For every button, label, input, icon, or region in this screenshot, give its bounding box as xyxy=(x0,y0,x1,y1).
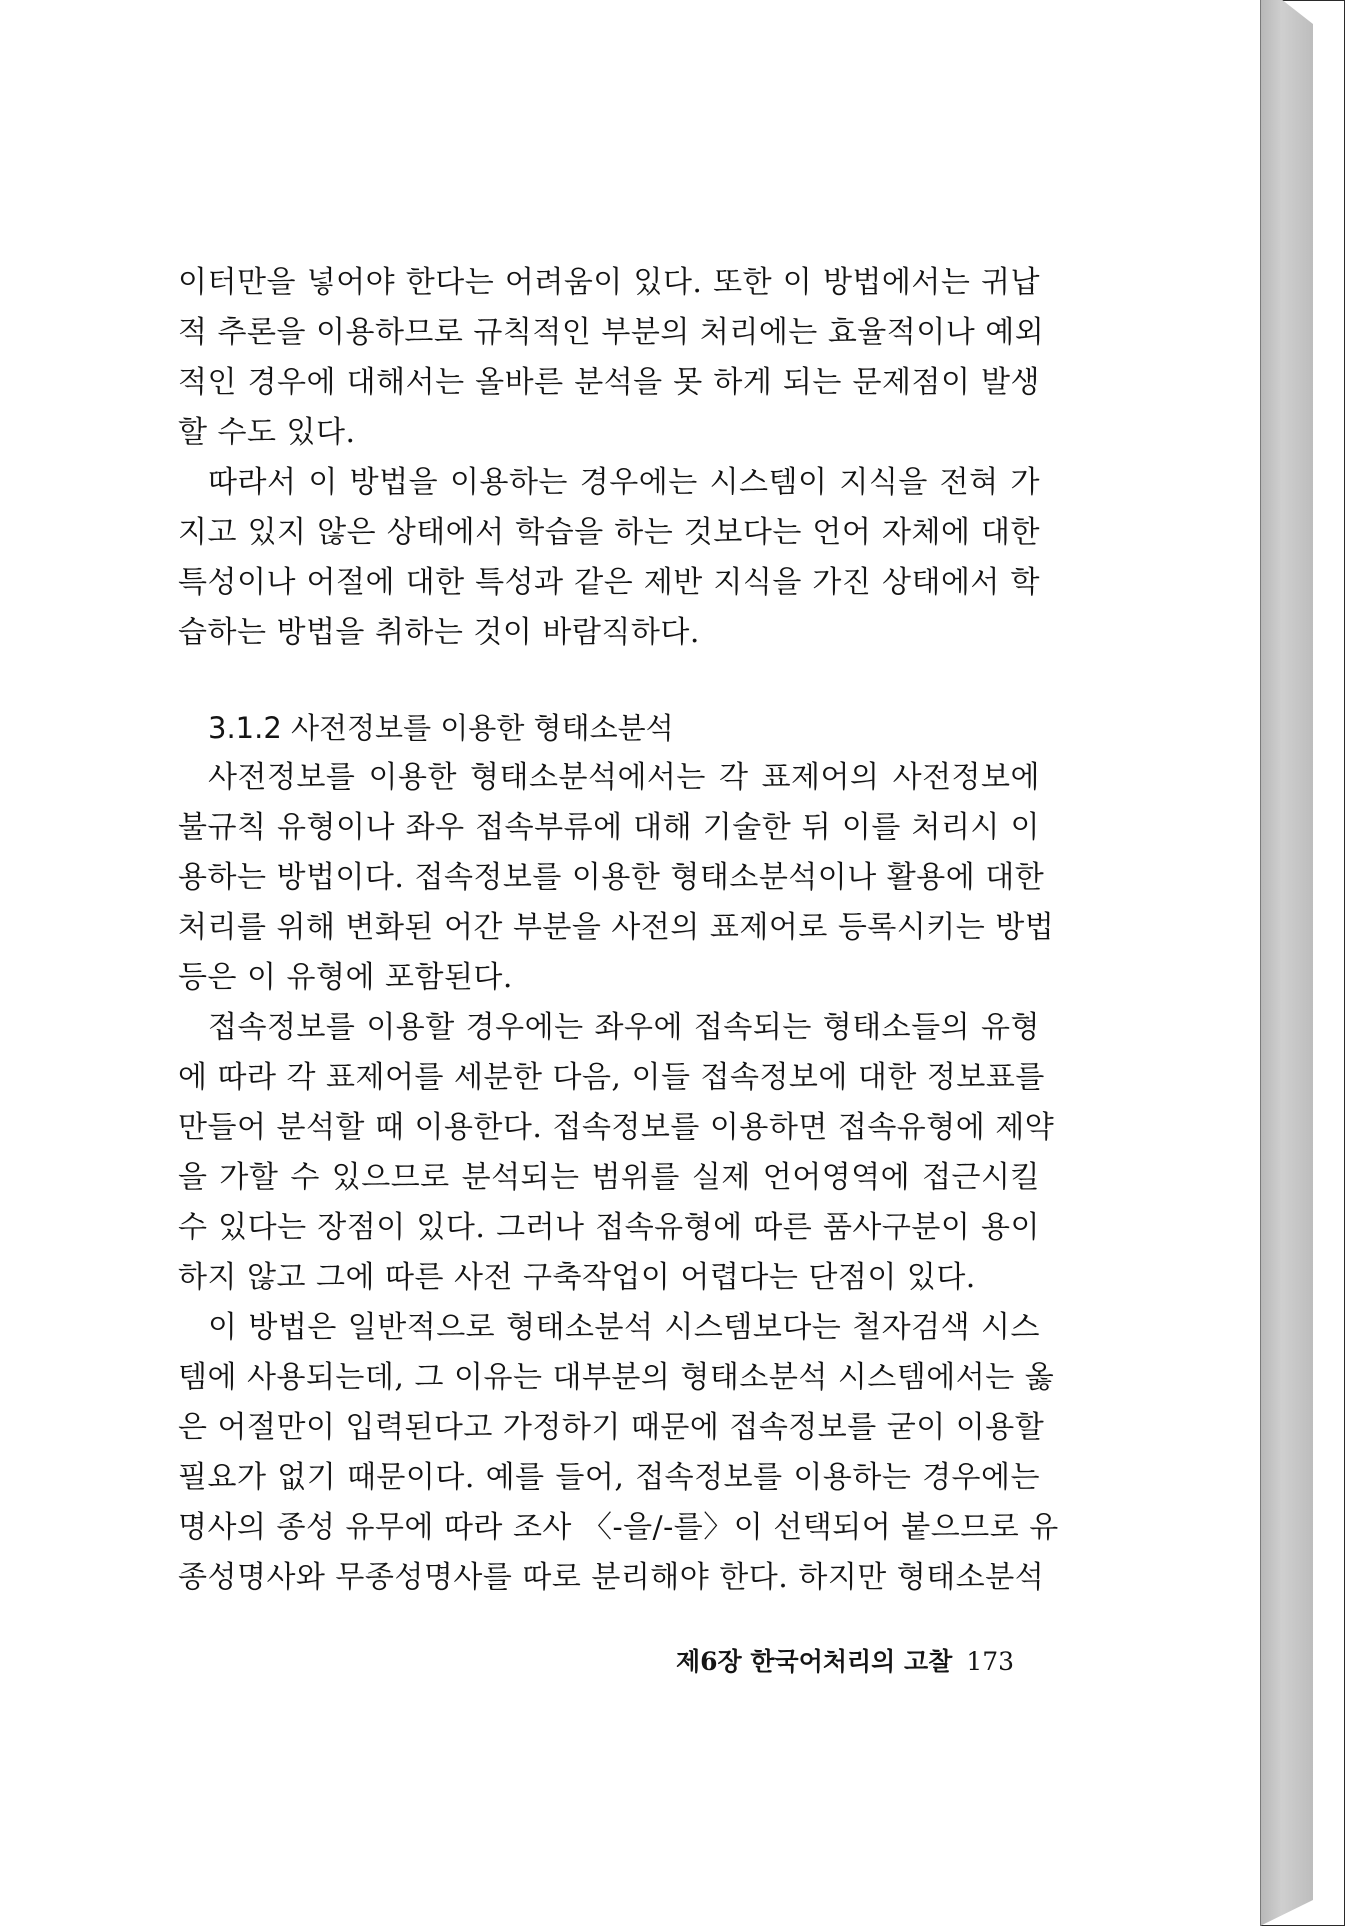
text-line: 명사의 종성 유무에 따라 조사 〈-을/-를〉이 선택되어 붙으므로 유 xyxy=(178,1510,1059,1545)
text-line: 접속정보를 이용할 경우에는 좌우에 접속되는 형태소들의 유형 xyxy=(208,1010,1040,1045)
text-line: 따라서 이 방법을 이용하는 경우에는 시스템이 지식을 전혀 가 xyxy=(208,465,1040,500)
running-head: 제6장 한국어처리의 고찰 xyxy=(676,1647,953,1676)
text-line: 만들어 분석할 때 이용한다. 접속정보를 이용하면 접속유형에 제약 xyxy=(178,1110,1055,1145)
text-line: 하지 않고 그에 따른 사전 구축작업이 어렵다는 단점이 있다. xyxy=(178,1260,976,1295)
paragraph-1 xyxy=(178,258,1045,458)
text-line: 불규칙 유형이나 좌우 접속부류에 대해 기술한 뒤 이를 처리시 이 xyxy=(178,810,1040,845)
text-line: 종성명사와 무종성명사를 따로 분리해야 한다. 하지만 형태소분석 xyxy=(178,1560,1045,1595)
text-line: 템에 사용되는데, 그 이유는 대부분의 형태소분석 시스템에서는 옳 xyxy=(178,1360,1055,1395)
book-spine-line xyxy=(1260,0,1261,1926)
book-page-edge xyxy=(1260,0,1313,1926)
text-line: 처리를 위해 변화된 어간 부분을 사전의 표제어로 등록시키는 방법 xyxy=(178,910,1055,945)
text-line: 특성이나 어절에 대한 특성과 같은 제반 지식을 가진 상태에서 학 xyxy=(178,565,1040,600)
page-footer xyxy=(676,1642,1015,1682)
body-text xyxy=(178,258,1059,1603)
text-line: 등은 이 유형에 포함된다. xyxy=(178,960,513,995)
paragraph-2 xyxy=(178,458,1040,658)
section-heading: 3.1.2 사전정보를 이용한 형태소분석 xyxy=(208,711,674,745)
text-line: 을 가할 수 있으므로 분석되는 범위를 실제 언어영역에 접근시킬 xyxy=(178,1160,1040,1195)
text-line: 에 따라 각 표제어를 세분한 다음, 이들 접속정보에 대한 정보표를 xyxy=(178,1060,1045,1095)
text-line: 은 어절만이 입력된다고 가정하기 때문에 접속정보를 굳이 이용할 xyxy=(178,1410,1045,1445)
text-line: 지고 있지 않은 상태에서 학습을 하는 것보다는 언어 자체에 대한 xyxy=(178,515,1040,550)
text-line: 적 추론을 이용하므로 규칙적인 부분의 처리에는 효율적이나 예외 xyxy=(178,315,1045,350)
section-paragraph-1 xyxy=(178,753,1055,1003)
text-line: 습하는 방법을 취하는 것이 바람직하다. xyxy=(178,615,700,650)
section-paragraph-2 xyxy=(178,1003,1055,1303)
page-number: 173 xyxy=(966,1647,1015,1676)
text-line: 필요가 없기 때문이다. 예를 들어, 접속정보를 이용하는 경우에는 xyxy=(178,1460,1040,1495)
text-line: 이터만을 넣어야 한다는 어려움이 있다. 또한 이 방법에서는 귀납 xyxy=(178,265,1040,300)
text-line: 사전정보를 이용한 형태소분석에서는 각 표제어의 사전정보에 xyxy=(208,760,1040,795)
text-line: 이 방법은 일반적으로 형태소분석 시스템보다는 철자검색 시스 xyxy=(208,1310,1040,1345)
section-paragraph-3 xyxy=(178,1303,1059,1603)
text-line: 할 수도 있다. xyxy=(178,415,356,450)
text-line: 적인 경우에 대해서는 올바른 분석을 못 하게 되는 문제점이 발생 xyxy=(178,365,1040,400)
text-line: 용하는 방법이다. 접속정보를 이용한 형태소분석이나 활용에 대한 xyxy=(178,860,1045,895)
text-line: 수 있다는 장점이 있다. 그러나 접속유형에 따른 품사구분이 용이 xyxy=(178,1210,1040,1245)
